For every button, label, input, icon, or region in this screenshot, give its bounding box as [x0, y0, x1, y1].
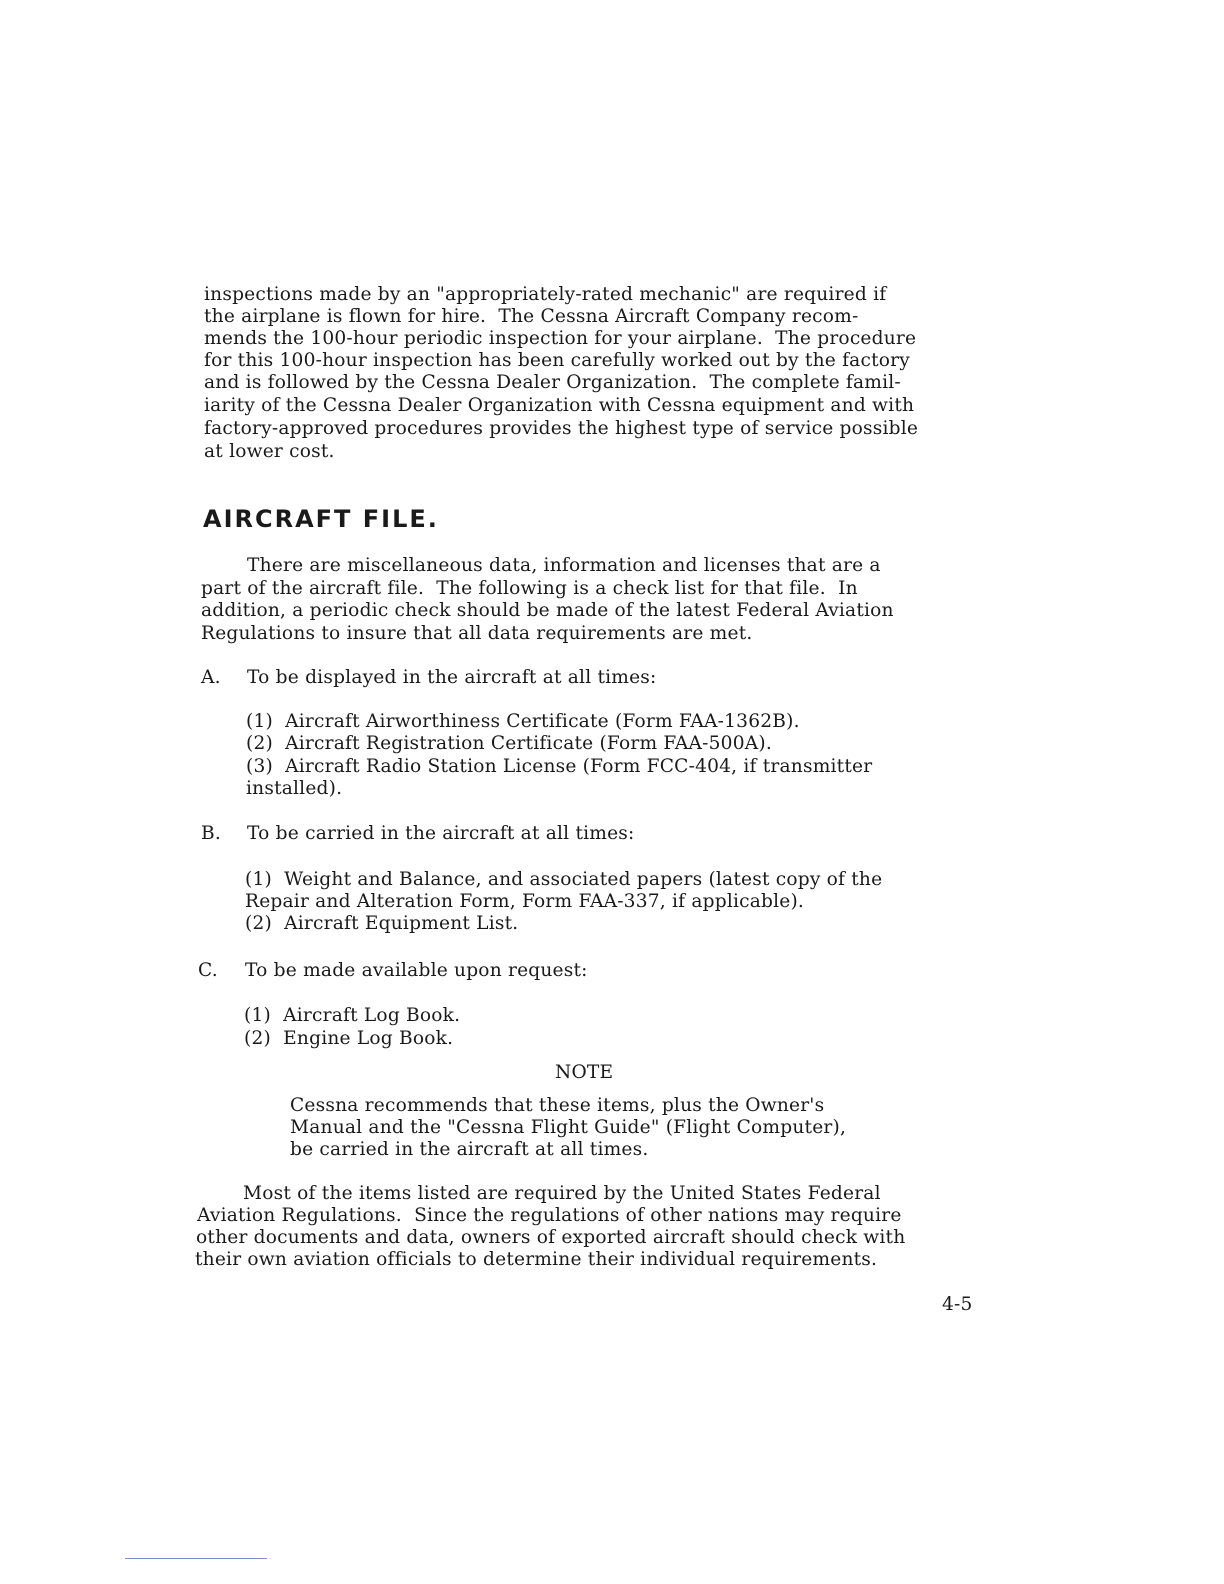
note-title: NOTE: [555, 1062, 614, 1083]
intro-line: the airplane is flown for hire. The Cessna Aircraft Company recom-: [204, 306, 859, 327]
note-line: Manual and the "Cessna Flight Guide" (Flight Computer),: [290, 1117, 847, 1138]
list-item: (2) Engine Log Book.: [244, 1028, 454, 1049]
intro-line: inspections made by an "appropriately-rated mechanic" are required if: [204, 284, 887, 305]
intro-line: for this 100-hour inspection has been carefully worked out by the factory: [204, 350, 910, 371]
section-line: Regulations to insure that all data requirements are met.: [201, 623, 753, 644]
list-item: (3) Aircraft Radio Station License (Form FCC-404, if transmitter: [246, 756, 873, 777]
note-line: be carried in the aircraft at all times.: [290, 1139, 649, 1160]
list-a-label: A.: [201, 667, 221, 688]
bottom-rule: [125, 1558, 267, 1559]
intro-line: at lower cost.: [204, 441, 335, 462]
page-number: 4-5: [942, 1294, 973, 1315]
section-line: part of the aircraft file. The following is a check list for that file. In: [201, 578, 858, 599]
intro-line: mends the 100-hour periodic inspection for your airplane. The procedure: [204, 328, 917, 349]
list-a-heading: To be displayed in the aircraft at all times:: [247, 667, 657, 688]
list-item: (1) Aircraft Airworthiness Certificate (Form FAA-1362B).: [246, 711, 800, 732]
closing-line: other documents and data, owners of exported aircraft should check with: [196, 1227, 906, 1248]
section-line: addition, a periodic check should be made of the latest Federal Aviation: [201, 600, 894, 621]
list-item: (2) Aircraft Equipment List.: [245, 913, 519, 934]
closing-line: Most of the items listed are required by the United States Federal: [243, 1183, 881, 1204]
intro-line: and is followed by the Cessna Dealer Organization. The complete famil-: [204, 372, 901, 393]
intro-line: iarity of the Cessna Dealer Organization with Cessna equipment and with: [204, 395, 915, 416]
list-item: (1) Aircraft Log Book.: [244, 1005, 461, 1026]
list-item: (1) Weight and Balance, and associated papers (latest copy of the: [245, 869, 883, 890]
list-b-heading: To be carried in the aircraft at all times:: [247, 823, 635, 844]
closing-line: their own aviation officials to determine their individual requirements.: [195, 1249, 878, 1270]
note-line: Cessna recommends that these items, plus the Owner's: [290, 1095, 825, 1116]
list-item: installed).: [246, 778, 343, 799]
section-title: AIRCRAFT FILE.: [203, 505, 439, 533]
list-item: (2) Aircraft Registration Certificate (Form FAA-500A).: [246, 733, 772, 754]
intro-line: factory-approved procedures provides the highest type of service possible: [204, 418, 919, 439]
section-line: There are miscellaneous data, information and licenses that are a: [247, 555, 881, 576]
list-item: Repair and Alteration Form, Form FAA-337, if applicable).: [245, 891, 805, 912]
list-c-heading: To be made available upon request:: [245, 960, 588, 981]
closing-line: Aviation Regulations. Since the regulations of other nations may require: [197, 1205, 902, 1226]
list-b-label: B.: [201, 823, 221, 844]
list-c-label: C.: [198, 960, 218, 981]
